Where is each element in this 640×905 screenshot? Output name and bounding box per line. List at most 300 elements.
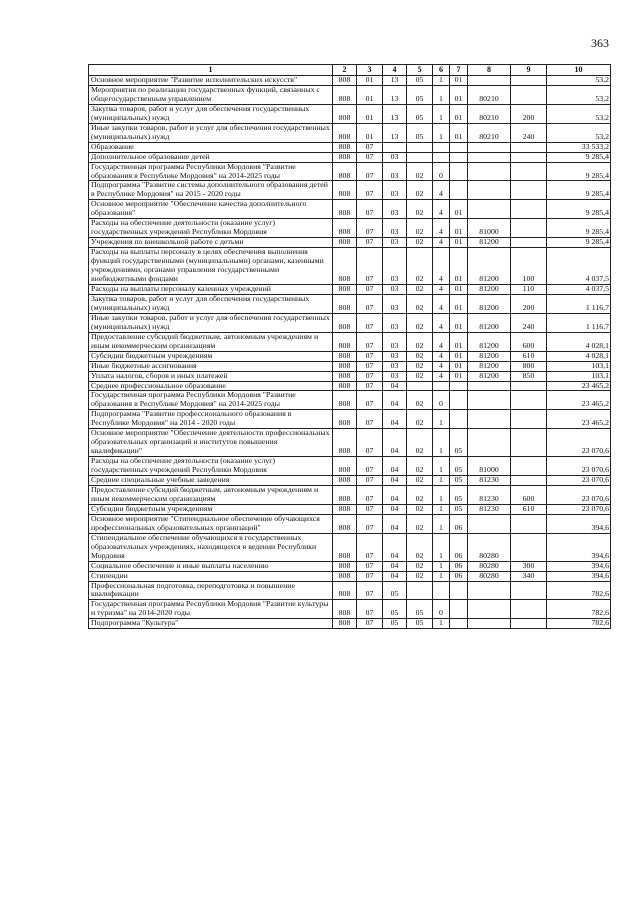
cell-direction-code <box>468 391 511 410</box>
cell-direction-code: 80210 <box>468 104 511 123</box>
cell-subsection-code: 04 <box>383 457 407 476</box>
cell-expense-type-code: 300 <box>511 561 547 571</box>
cell-measure-code: 05 <box>450 504 468 514</box>
cell-measure-code <box>450 162 468 181</box>
cell-subsection-code: 04 <box>383 533 407 561</box>
cell-amount: 9 285,4 <box>547 152 611 162</box>
table-row <box>89 391 611 410</box>
cell-subprogram-code: 1 <box>433 571 450 581</box>
cell-subprogram-code <box>433 152 450 162</box>
cell-subprogram-code: 4 <box>433 238 450 248</box>
cell-program-code: 05 <box>407 600 433 619</box>
cell-subprogram-code <box>433 381 450 391</box>
cell-direction-code: 80210 <box>468 85 511 104</box>
cell-item-name: Расходы на обеспечение деятельности (оказание услуг) государственных учреждений Республики Мордовия <box>89 457 333 476</box>
cell-section-code: 07 <box>357 371 383 381</box>
table-row <box>89 371 611 381</box>
cell-item-name: Иные закупки товаров, работ и услуг для обеспечения государственных (муниципальных) нужд <box>89 123 333 142</box>
cell-subsection-code: 03 <box>383 332 407 351</box>
table-row <box>89 85 611 104</box>
cell-item-name: Образование <box>89 142 333 152</box>
cell-amount: 53,2 <box>547 123 611 142</box>
cell-subsection-code: 03 <box>383 181 407 200</box>
cell-subprogram-code: 1 <box>433 410 450 429</box>
cell-section-code: 07 <box>357 219 383 238</box>
cell-program-code: 05 <box>407 619 433 629</box>
cell-direction-code: 81200 <box>468 332 511 351</box>
cell-direction-code: 81200 <box>468 351 511 361</box>
table-row <box>89 104 611 123</box>
table-row <box>89 533 611 561</box>
cell-direction-code: 80280 <box>468 571 511 581</box>
cell-item-name: Подпрограмма "Развитие профессионального образования в Республике Мордовия" на 2014 - 2020 годы <box>89 410 333 429</box>
cell-direction-code: 81200 <box>468 361 511 371</box>
cell-program-code: 02 <box>407 514 433 533</box>
cell-admin-code: 808 <box>333 123 357 142</box>
cell-subsection-code: 04 <box>383 571 407 581</box>
cell-admin-code: 808 <box>333 391 357 410</box>
cell-expense-type-code: 600 <box>511 485 547 504</box>
cell-measure-code: 06 <box>450 571 468 581</box>
cell-amount: 23 465,2 <box>547 391 611 410</box>
cell-amount: 394,6 <box>547 533 611 561</box>
cell-admin-code: 808 <box>333 371 357 381</box>
cell-subsection-code: 03 <box>383 219 407 238</box>
cell-item-name: Закупка товаров, работ и услуг для обеспечения государственных (муниципальных) нужд <box>89 104 333 123</box>
cell-item-name: Основное мероприятие "Стипендиальное обеспечение обучающихся профессиональных образовательных организаций" <box>89 514 333 533</box>
column-header-6: 6 <box>433 65 450 76</box>
cell-expense-type-code <box>511 152 547 162</box>
cell-program-code: 02 <box>407 457 433 476</box>
cell-item-name: Социальное обеспечение и иные выплаты населению <box>89 561 333 571</box>
cell-admin-code: 808 <box>333 619 357 629</box>
table-row <box>89 600 611 619</box>
cell-amount: 782,6 <box>547 581 611 600</box>
cell-item-name: Основное мероприятие "Обеспечение качества дополнительного образования" <box>89 200 333 219</box>
table-row <box>89 181 611 200</box>
cell-amount: 4 028,1 <box>547 332 611 351</box>
cell-direction-code <box>468 200 511 219</box>
cell-amount: 1 116,7 <box>547 313 611 332</box>
cell-section-code: 07 <box>357 332 383 351</box>
cell-subsection-code: 03 <box>383 313 407 332</box>
cell-section-code: 01 <box>357 104 383 123</box>
table-row <box>89 219 611 238</box>
cell-amount: 33 533,2 <box>547 142 611 152</box>
table-row <box>89 294 611 313</box>
cell-subprogram-code <box>433 142 450 152</box>
cell-program-code: 02 <box>407 391 433 410</box>
cell-section-code: 01 <box>357 76 383 86</box>
cell-amount: 23 070,6 <box>547 504 611 514</box>
cell-subsection-code: 03 <box>383 248 407 285</box>
cell-subsection-code: 04 <box>383 429 407 457</box>
cell-subprogram-code: 4 <box>433 371 450 381</box>
cell-expense-type-code <box>511 391 547 410</box>
cell-subsection-code: 03 <box>383 152 407 162</box>
cell-amount: 103,1 <box>547 361 611 371</box>
cell-measure-code: 01 <box>450 371 468 381</box>
cell-measure-code: 01 <box>450 200 468 219</box>
cell-measure-code: 01 <box>450 313 468 332</box>
cell-measure-code <box>450 600 468 619</box>
column-header-10: 10 <box>547 65 611 76</box>
cell-subprogram-code: 4 <box>433 181 450 200</box>
cell-amount: 53,2 <box>547 104 611 123</box>
cell-subprogram-code: 1 <box>433 561 450 571</box>
cell-measure-code: 01 <box>450 248 468 285</box>
cell-direction-code: 80280 <box>468 533 511 561</box>
cell-admin-code: 808 <box>333 152 357 162</box>
cell-subsection-code: 04 <box>383 514 407 533</box>
cell-section-code: 01 <box>357 85 383 104</box>
cell-subprogram-code: 1 <box>433 104 450 123</box>
cell-section-code: 07 <box>357 533 383 561</box>
cell-expense-type-code: 110 <box>511 284 547 294</box>
cell-item-name: Иные закупки товаров, работ и услуг для обеспечения государственных (муниципальных) нужд <box>89 313 333 332</box>
cell-item-name: Расходы на выплаты персоналу казенных учреждений <box>89 284 333 294</box>
cell-direction-code <box>468 76 511 86</box>
cell-admin-code: 808 <box>333 485 357 504</box>
cell-expense-type-code: 200 <box>511 294 547 313</box>
cell-measure-code: 05 <box>450 476 468 486</box>
cell-expense-type-code: 610 <box>511 504 547 514</box>
cell-section-code: 07 <box>357 162 383 181</box>
cell-expense-type-code: 600 <box>511 332 547 351</box>
cell-item-name: Подпрограмма "Культура" <box>89 619 333 629</box>
table-row <box>89 123 611 142</box>
cell-expense-type-code <box>511 381 547 391</box>
cell-expense-type-code <box>511 476 547 486</box>
cell-program-code: 02 <box>407 284 433 294</box>
cell-amount: 4 037,5 <box>547 284 611 294</box>
page-number: 363 <box>591 36 609 50</box>
cell-subsection-code: 13 <box>383 76 407 86</box>
cell-direction-code <box>468 381 511 391</box>
cell-admin-code: 808 <box>333 294 357 313</box>
cell-direction-code <box>468 429 511 457</box>
cell-amount: 1 116,7 <box>547 294 611 313</box>
cell-direction-code <box>468 600 511 619</box>
table-row <box>89 514 611 533</box>
cell-admin-code: 808 <box>333 76 357 86</box>
cell-section-code: 07 <box>357 200 383 219</box>
cell-expense-type-code: 340 <box>511 571 547 581</box>
cell-admin-code: 808 <box>333 200 357 219</box>
cell-expense-type-code: 240 <box>511 123 547 142</box>
cell-measure-code: 01 <box>450 332 468 351</box>
cell-subprogram-code: 4 <box>433 332 450 351</box>
cell-direction-code <box>468 152 511 162</box>
cell-item-name: Иные бюджетные ассигнования <box>89 361 333 371</box>
cell-admin-code: 808 <box>333 219 357 238</box>
cell-amount: 9 285,4 <box>547 238 611 248</box>
cell-program-code: 05 <box>407 85 433 104</box>
cell-section-code: 07 <box>357 238 383 248</box>
cell-amount: 9 285,4 <box>547 181 611 200</box>
cell-item-name: Мероприятия по реализации государственных функций, связанных с общегосударственным управлением <box>89 85 333 104</box>
cell-section-code: 07 <box>357 581 383 600</box>
cell-admin-code: 808 <box>333 410 357 429</box>
cell-subprogram-code: 1 <box>433 85 450 104</box>
cell-measure-code: 05 <box>450 429 468 457</box>
cell-admin-code: 808 <box>333 561 357 571</box>
cell-direction-code: 81200 <box>468 238 511 248</box>
cell-admin-code: 808 <box>333 533 357 561</box>
cell-amount: 103,1 <box>547 371 611 381</box>
cell-subprogram-code: 1 <box>433 533 450 561</box>
cell-expense-type-code <box>511 410 547 429</box>
cell-item-name: Закупка товаров, работ и услуг для обеспечения государственных (муниципальных) нужд <box>89 294 333 313</box>
table-row <box>89 504 611 514</box>
cell-admin-code: 808 <box>333 361 357 371</box>
cell-admin-code: 808 <box>333 476 357 486</box>
cell-direction-code: 81000 <box>468 219 511 238</box>
cell-subsection-code: 03 <box>383 284 407 294</box>
cell-admin-code: 808 <box>333 248 357 285</box>
cell-subsection-code <box>383 142 407 152</box>
cell-amount: 23 070,6 <box>547 485 611 504</box>
cell-measure-code: 01 <box>450 123 468 142</box>
cell-subprogram-code: 1 <box>433 476 450 486</box>
cell-subsection-code: 03 <box>383 238 407 248</box>
cell-direction-code <box>468 142 511 152</box>
cell-direction-code <box>468 514 511 533</box>
table-row <box>89 313 611 332</box>
cell-amount: 9 285,4 <box>547 162 611 181</box>
cell-program-code: 02 <box>407 410 433 429</box>
cell-direction-code <box>468 619 511 629</box>
cell-subprogram-code: 1 <box>433 504 450 514</box>
cell-admin-code: 808 <box>333 457 357 476</box>
cell-admin-code: 808 <box>333 571 357 581</box>
cell-program-code: 05 <box>407 76 433 86</box>
cell-subprogram-code: 1 <box>433 123 450 142</box>
cell-subprogram-code: 0 <box>433 391 450 410</box>
cell-direction-code: 81200 <box>468 284 511 294</box>
cell-section-code: 07 <box>357 619 383 629</box>
cell-item-name: Предоставление субсидий бюджетным, автономным учреждениям и иным некоммерческим организациям <box>89 485 333 504</box>
cell-section-code: 07 <box>357 284 383 294</box>
cell-direction-code: 81000 <box>468 457 511 476</box>
cell-measure-code: 05 <box>450 485 468 504</box>
cell-subprogram-code: 4 <box>433 248 450 285</box>
cell-measure-code: 06 <box>450 561 468 571</box>
cell-subsection-code: 04 <box>383 485 407 504</box>
table-row <box>89 561 611 571</box>
table-row <box>89 200 611 219</box>
cell-measure-code <box>450 619 468 629</box>
cell-expense-type-code: 200 <box>511 104 547 123</box>
table-header-row <box>89 65 611 76</box>
cell-expense-type-code <box>511 533 547 561</box>
cell-admin-code: 808 <box>333 581 357 600</box>
cell-measure-code <box>450 142 468 152</box>
cell-program-code: 02 <box>407 371 433 381</box>
cell-measure-code: 01 <box>450 76 468 86</box>
cell-measure-code <box>450 152 468 162</box>
cell-subprogram-code: 1 <box>433 429 450 457</box>
cell-subsection-code: 04 <box>383 504 407 514</box>
cell-section-code: 07 <box>357 313 383 332</box>
cell-program-code: 05 <box>407 104 433 123</box>
cell-subsection-code: 03 <box>383 351 407 361</box>
cell-section-code: 07 <box>357 476 383 486</box>
cell-measure-code: 01 <box>450 284 468 294</box>
cell-subprogram-code: 0 <box>433 162 450 181</box>
cell-item-name: Расходы на выплаты персоналу в целях обеспечения выполнения функций государственными (муниципальными) органами, казенными учреждениями, органами управления государственными внебюджетными фондами <box>89 248 333 285</box>
cell-program-code: 02 <box>407 200 433 219</box>
cell-subsection-code: 03 <box>383 361 407 371</box>
cell-section-code: 07 <box>357 294 383 313</box>
cell-direction-code: 81230 <box>468 504 511 514</box>
cell-amount: 394,6 <box>547 561 611 571</box>
cell-item-name: Стипендиальное обеспечение обучающихся в государственных образовательных учреждениях, находящихся в ведении Республики Мордовия <box>89 533 333 561</box>
cell-admin-code: 808 <box>333 313 357 332</box>
cell-admin-code: 808 <box>333 332 357 351</box>
table-row <box>89 485 611 504</box>
cell-expense-type-code <box>511 85 547 104</box>
cell-amount: 53,2 <box>547 85 611 104</box>
cell-item-name: Дополнительное образование детей <box>89 152 333 162</box>
cell-program-code: 02 <box>407 361 433 371</box>
cell-program-code: 02 <box>407 219 433 238</box>
cell-section-code: 07 <box>357 571 383 581</box>
cell-expense-type-code <box>511 162 547 181</box>
cell-subprogram-code: 0 <box>433 600 450 619</box>
cell-subsection-code: 03 <box>383 294 407 313</box>
cell-admin-code: 808 <box>333 142 357 152</box>
cell-subprogram-code: 1 <box>433 514 450 533</box>
table-row <box>89 76 611 86</box>
cell-direction-code <box>468 410 511 429</box>
column-header-2: 2 <box>333 65 357 76</box>
cell-subsection-code: 04 <box>383 410 407 429</box>
cell-measure-code <box>450 410 468 429</box>
cell-expense-type-code <box>511 200 547 219</box>
cell-subprogram-code <box>433 581 450 600</box>
table-row <box>89 162 611 181</box>
cell-subsection-code: 04 <box>383 391 407 410</box>
cell-measure-code: 06 <box>450 514 468 533</box>
cell-admin-code: 808 <box>333 104 357 123</box>
column-header-7: 7 <box>450 65 468 76</box>
cell-direction-code: 81200 <box>468 248 511 285</box>
cell-amount: 4 037,5 <box>547 248 611 285</box>
cell-expense-type-code: 800 <box>511 361 547 371</box>
cell-amount: 9 285,4 <box>547 200 611 219</box>
cell-measure-code: 01 <box>450 85 468 104</box>
cell-subsection-code: 05 <box>383 619 407 629</box>
cell-item-name: Государственная программа Республики Мордовия "Развитие культуры и туризма" на 2014-2020 годы <box>89 600 333 619</box>
cell-section-code: 07 <box>357 457 383 476</box>
cell-subsection-code: 03 <box>383 371 407 381</box>
cell-measure-code: 01 <box>450 104 468 123</box>
cell-amount: 23 070,6 <box>547 429 611 457</box>
cell-program-code <box>407 142 433 152</box>
cell-program-code: 02 <box>407 561 433 571</box>
cell-direction-code: 81230 <box>468 485 511 504</box>
column-header-4: 4 <box>383 65 407 76</box>
column-header-1: 1 <box>89 65 333 76</box>
table-row <box>89 332 611 351</box>
table-row <box>89 248 611 285</box>
cell-section-code: 07 <box>357 152 383 162</box>
cell-item-name: Подпрограмма "Развитие системы дополнительного образования детей в Республике Мордовия" на 2015 - 2020 годы <box>89 181 333 200</box>
cell-expense-type-code <box>511 142 547 152</box>
cell-subprogram-code: 1 <box>433 485 450 504</box>
cell-item-name: Уплата налогов, сборов и иных платежей <box>89 371 333 381</box>
cell-subprogram-code: 4 <box>433 313 450 332</box>
cell-expense-type-code: 240 <box>511 313 547 332</box>
cell-program-code <box>407 381 433 391</box>
table-row <box>89 284 611 294</box>
cell-item-name: Расходы на обеспечение деятельности (оказание услуг) государственных учреждений Республики Мордовия <box>89 219 333 238</box>
cell-measure-code: 01 <box>450 294 468 313</box>
cell-admin-code: 808 <box>333 162 357 181</box>
cell-section-code: 07 <box>357 410 383 429</box>
table-row <box>89 381 611 391</box>
cell-direction-code: 80210 <box>468 123 511 142</box>
table-row <box>89 429 611 457</box>
cell-section-code: 07 <box>357 381 383 391</box>
cell-subsection-code: 04 <box>383 476 407 486</box>
cell-item-name: Среднее профессиональное образование <box>89 381 333 391</box>
cell-direction-code <box>468 162 511 181</box>
cell-subsection-code: 13 <box>383 123 407 142</box>
table-row <box>89 351 611 361</box>
cell-admin-code: 808 <box>333 181 357 200</box>
table-row <box>89 581 611 600</box>
table-row <box>89 361 611 371</box>
cell-subprogram-code: 4 <box>433 200 450 219</box>
cell-section-code: 07 <box>357 361 383 371</box>
cell-program-code: 02 <box>407 332 433 351</box>
table-row <box>89 571 611 581</box>
cell-item-name: Субсидии бюджетным учреждениям <box>89 504 333 514</box>
cell-admin-code: 808 <box>333 238 357 248</box>
table-row <box>89 619 611 629</box>
table-row <box>89 142 611 152</box>
cell-direction-code: 81200 <box>468 294 511 313</box>
cell-section-code: 07 <box>357 181 383 200</box>
cell-amount: 394,6 <box>547 514 611 533</box>
cell-direction-code: 81230 <box>468 476 511 486</box>
cell-subprogram-code: 4 <box>433 294 450 313</box>
cell-admin-code: 808 <box>333 284 357 294</box>
cell-program-code: 02 <box>407 504 433 514</box>
cell-section-code: 07 <box>357 485 383 504</box>
table-row <box>89 152 611 162</box>
cell-amount: 23 465,2 <box>547 410 611 429</box>
cell-section-code: 07 <box>357 504 383 514</box>
cell-section-code: 01 <box>357 123 383 142</box>
cell-amount: 9 285,4 <box>547 219 611 238</box>
cell-admin-code: 808 <box>333 514 357 533</box>
cell-amount: 782,6 <box>547 600 611 619</box>
cell-direction-code: 81200 <box>468 313 511 332</box>
cell-program-code <box>407 152 433 162</box>
cell-direction-code <box>468 181 511 200</box>
cell-expense-type-code <box>511 76 547 86</box>
cell-subprogram-code: 1 <box>433 76 450 86</box>
cell-measure-code: 01 <box>450 219 468 238</box>
cell-subprogram-code: 1 <box>433 457 450 476</box>
cell-measure-code <box>450 391 468 410</box>
cell-item-name: Основное мероприятие "Обеспечение деятельности профессиональных образовательных организаций и институтов повышения квалификации" <box>89 429 333 457</box>
cell-program-code: 02 <box>407 313 433 332</box>
cell-program-code: 02 <box>407 238 433 248</box>
